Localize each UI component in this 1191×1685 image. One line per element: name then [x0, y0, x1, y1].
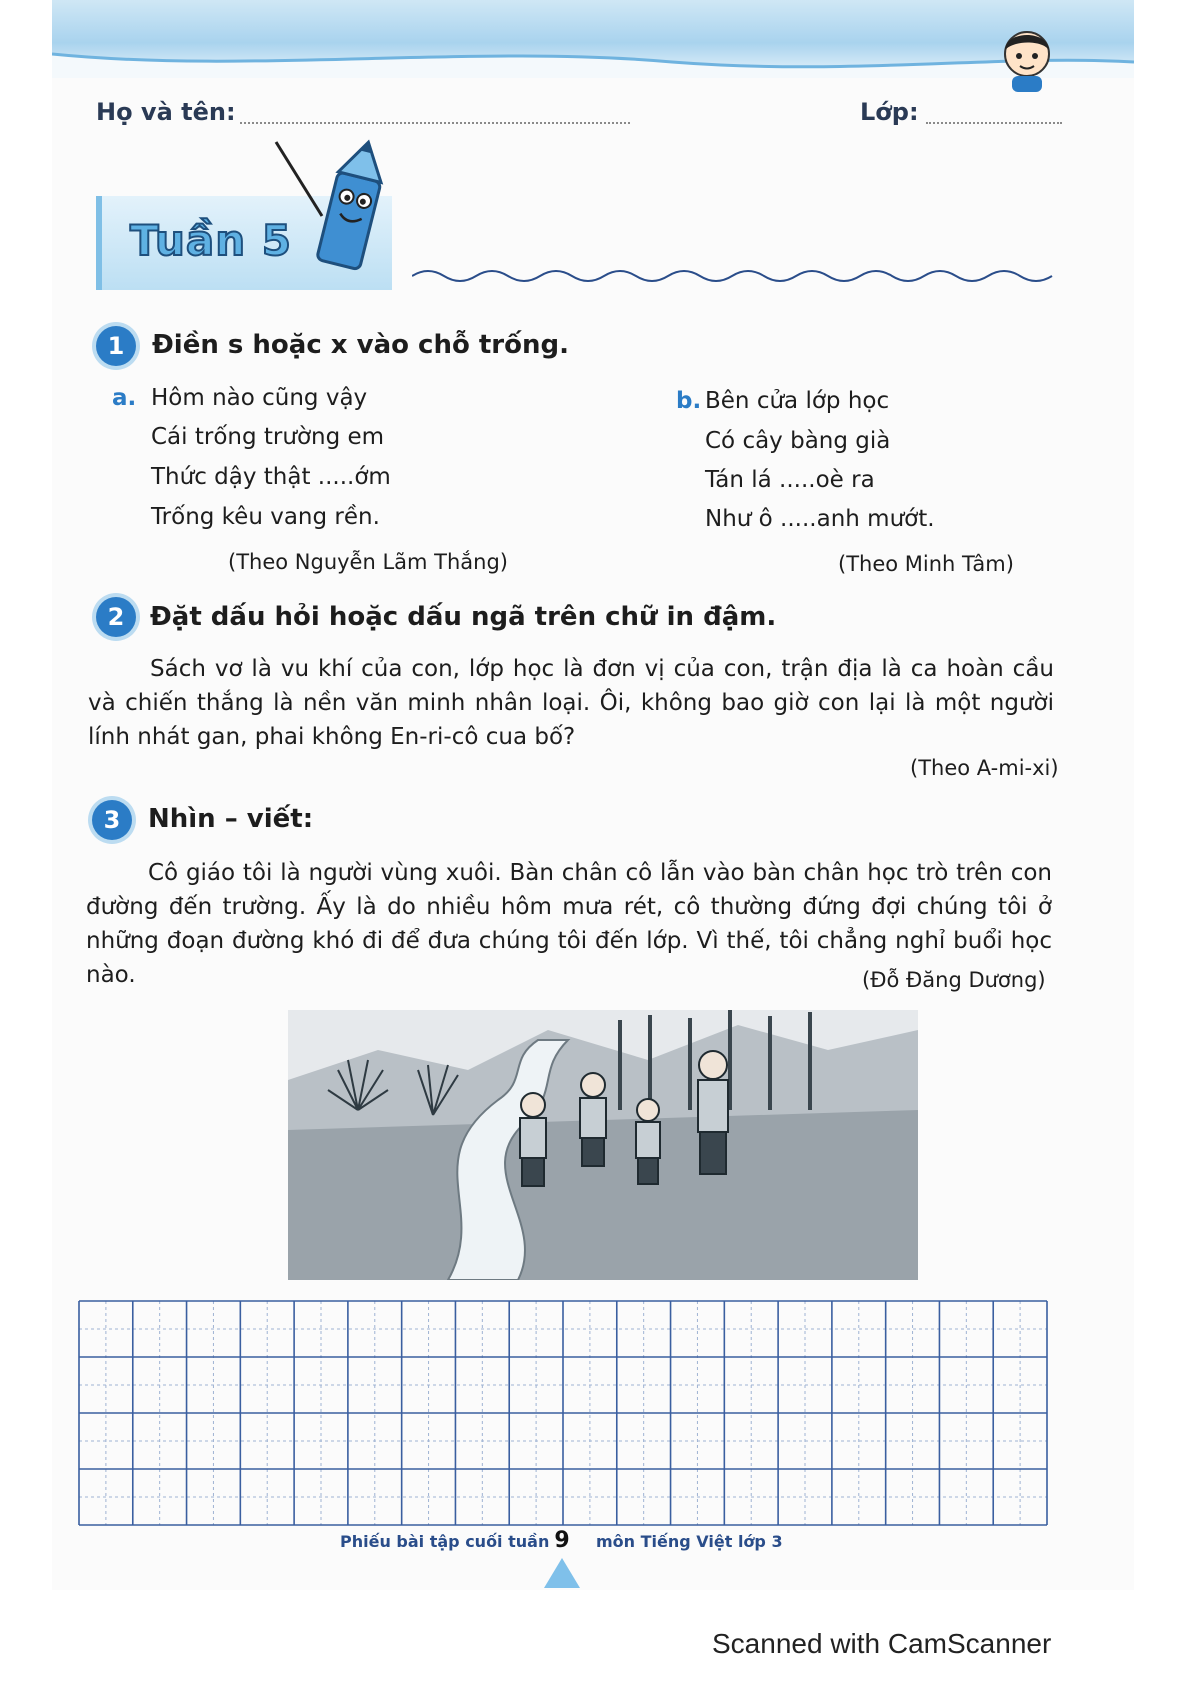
exercise-3-number: 3	[92, 800, 132, 840]
exercise-1-number: 1	[96, 326, 136, 366]
poem-b-line: Có cây bàng già	[705, 428, 891, 454]
name-label: Họ và tên:	[96, 98, 236, 126]
camscanner-watermark: Scanned with CamScanner	[712, 1628, 1052, 1659]
exercise-3-paragraph: Cô giáo tôi là người vùng xuôi. Bàn chân cô lẫn vào bàn chân học trò trên con đường đến trường. Ấy là do nhiều hôm mưa rét, cô thường đứng đợi chúng tôi ở những đoạn đường khó đi để đưa chúng tôi đến lớp. Vì thế, tôi chẳng nghỉ buổi học nào.	[86, 860, 1052, 988]
poem-b-line[interactable]: Như ô .....anh mướt.	[705, 506, 935, 532]
poem-a-source: (Theo Nguyễn Lãm Thắng)	[228, 550, 508, 574]
class-label: Lớp:	[860, 98, 919, 126]
boy-mascot-icon	[992, 24, 1062, 94]
page-number-shape	[540, 1556, 584, 1590]
exercise-2-number: 2	[96, 597, 136, 637]
poem-a-line: Hôm nào cũng vậy	[151, 385, 368, 411]
exercise-1-title: Điền s hoặc x vào chỗ trống.	[152, 330, 569, 360]
poem-b-line: Bên cửa lớp học	[705, 388, 890, 414]
handwriting-grid[interactable]	[78, 1300, 1048, 1526]
top-banner	[52, 0, 1134, 78]
exercise-2-source: (Theo A-mi-xi)	[910, 756, 1059, 780]
page-number: 9	[554, 1528, 570, 1553]
banner-wave	[52, 44, 1134, 78]
exercise-2-title: Đặt dấu hỏi hoặc dấu ngã trên chữ in đậm.	[150, 602, 777, 632]
poem-a-label: a.	[112, 385, 137, 411]
exercise-2-paragraph: Sách vơ là vu khí của con, lớp học là đơn vị của con, trận địa là ca hoàn cầu và chiến thắng là nền văn minh nhân loại. Ôi, không bao giờ con lại là một người lính nhát gan, phai không En-ri-cô cua bố?	[88, 656, 1054, 750]
exercise-3-source: (Đỗ Đăng Dương)	[862, 968, 1046, 992]
exercise-3-title: Nhìn – viết:	[148, 804, 314, 834]
poem-a-line: Trống kêu vang rền.	[151, 504, 380, 530]
wavy-divider	[412, 266, 1062, 286]
pencil-mascot-icon	[270, 136, 400, 276]
poem-a-line[interactable]: Thức dậy thật .....ớm	[151, 464, 391, 490]
poem-b-source: (Theo Minh Tâm)	[838, 552, 1014, 576]
poem-a-line: Cái trống trường em	[151, 424, 385, 450]
footer-left-text: Phiếu bài tập cuối tuần	[340, 1532, 550, 1551]
poem-b-label: b.	[676, 388, 702, 414]
week-title: Tuần 5	[130, 216, 293, 265]
class-field[interactable]	[926, 122, 1062, 124]
poem-b-line[interactable]: Tán lá .....oè ra	[705, 467, 875, 493]
teacher-and-students-illustration	[288, 1010, 918, 1280]
name-field[interactable]	[240, 122, 630, 124]
footer-right-text: môn Tiếng Việt lớp 3	[596, 1532, 783, 1551]
